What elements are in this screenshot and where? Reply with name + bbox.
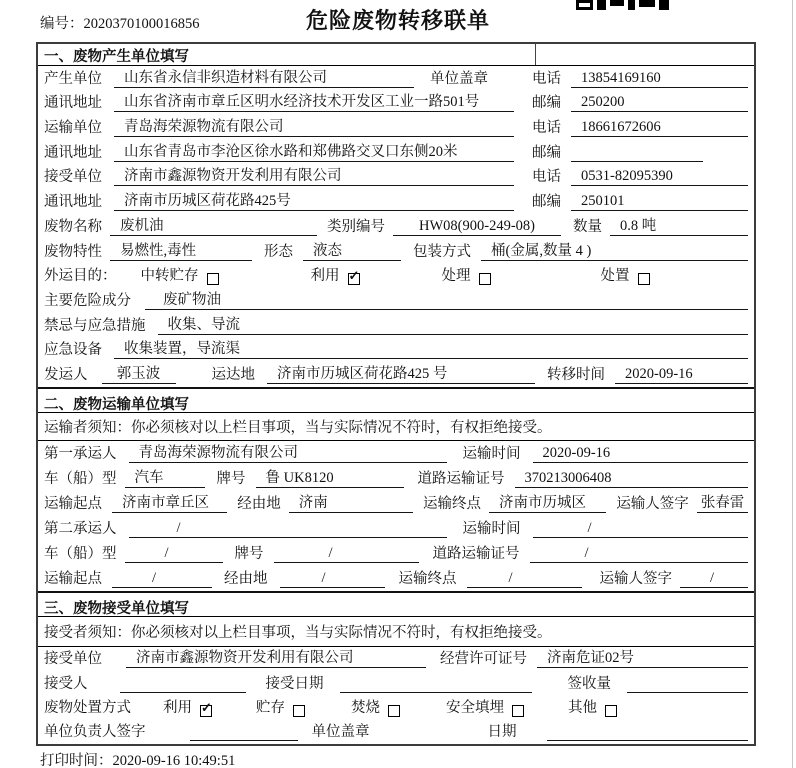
purpose-option-use	[311, 264, 360, 285]
field-row-producer-address	[38, 91, 754, 116]
transporter-label: 运输单位	[44, 120, 102, 137]
plate2-value: /	[274, 545, 419, 563]
vehicle-type-label: 车（船）型	[44, 470, 117, 487]
serial-value: 2020370100016856	[83, 16, 200, 32]
zip-label: 邮编	[532, 194, 561, 211]
field-row-carrier2	[38, 516, 754, 541]
receiver-notice: 接受者须知：你必须核对以上栏目事项，当与实际情况不符时，有权拒绝接受。	[38, 617, 754, 647]
field-row-acceptor	[38, 671, 754, 695]
print-time-label: 打印时间：	[40, 753, 113, 768]
accept-date-value	[340, 692, 532, 693]
end-label: 运输终点	[398, 570, 457, 587]
plate-label: 牌号	[234, 545, 264, 562]
category-code-value: HW08(900-249-08)	[393, 218, 561, 236]
transfer-time-value: 2020-09-16	[615, 366, 748, 384]
transport-time2-value: /	[533, 520, 749, 538]
checkbox-disposal-incinerate[interactable]	[388, 705, 400, 717]
taboo-label: 禁忌与应急措施	[44, 317, 146, 334]
purpose-option-treat	[442, 264, 491, 285]
end2-value: /	[467, 570, 582, 588]
transfer-form-table	[36, 42, 756, 746]
transporter-notice: 运输者须知：你必须核对以上栏目事项，当与实际情况不符时，有权拒绝接受。	[38, 413, 754, 441]
option-label: 处理	[441, 268, 471, 285]
qr-module	[576, 0, 593, 10]
qr-module	[628, 0, 635, 10]
phone-label: 电话	[532, 70, 561, 87]
field-row-hazard-component	[38, 288, 754, 313]
option-label: 中转贮存	[140, 268, 199, 285]
accept-date-label: 接受日期	[265, 675, 324, 692]
purpose-label: 外运目的：	[44, 268, 117, 285]
taboo-value: 收集、导流	[158, 313, 749, 335]
field-row-waste-traits	[38, 239, 754, 264]
serial-label: 编号：	[40, 16, 84, 32]
destination-label: 运达地	[211, 366, 255, 383]
print-time-value: 2020-09-16 10:49:51	[112, 753, 236, 768]
packaging-value: 桶(金属,数量 4 )	[481, 239, 748, 261]
zip-label: 邮编	[532, 144, 561, 161]
qr-code-fragment	[576, 0, 673, 10]
via-value: 济南	[289, 491, 413, 513]
checkbox-disposal-use[interactable]	[200, 699, 212, 717]
transporter-sign-label: 运输人签字	[616, 495, 689, 512]
qr-module	[610, 0, 624, 6]
checkmark: ✓	[348, 268, 360, 284]
category-code-label: 类别编号	[327, 218, 385, 235]
form-value: 液态	[303, 239, 401, 261]
checkbox-dispose[interactable]	[638, 273, 650, 285]
end-value: 济南市历城区	[489, 491, 606, 513]
dispatcher-value: 郭玉波	[102, 362, 176, 384]
qr-module	[659, 0, 669, 10]
producer-phone-value: 13854169160	[571, 70, 748, 88]
origin-value: 济南市章丘区	[112, 491, 227, 513]
unit-seal-label: 单位盖章	[430, 70, 488, 87]
receipt-amount-value	[627, 692, 748, 693]
via-label: 经由地	[237, 495, 281, 512]
permit-label: 经营许可证号	[440, 651, 527, 668]
field-row-vehicle2	[38, 541, 754, 566]
accept-unit-label: 接受单位	[44, 651, 102, 668]
transporter-phone-value: 18661672606	[571, 119, 748, 137]
section-1-title	[38, 44, 754, 66]
option-label: 安全填埋	[446, 699, 504, 716]
purpose-option-dispose	[601, 264, 650, 285]
acceptor-label: 接受人	[44, 675, 88, 692]
disposal-option-other	[568, 696, 617, 717]
qr-module	[597, 0, 606, 10]
receiver-address-value: 济南市历城区荷花路425号	[114, 189, 514, 211]
equipment-label: 应急设备	[44, 342, 102, 359]
qr-module	[639, 0, 655, 7]
carrier2-label: 第二承运人	[44, 520, 117, 537]
transporter-zip-value	[571, 161, 703, 162]
plate-value: 鲁 UK8120	[256, 466, 404, 488]
zip-label: 邮编	[532, 95, 561, 112]
transport-time-label: 运输时间	[462, 445, 521, 462]
producer-value: 山东省永信非织造材料有限公司	[114, 66, 414, 88]
address-label: 通讯地址	[44, 144, 102, 161]
checkbox-disposal-landfill[interactable]	[512, 705, 524, 717]
receiver-value: 济南市鑫源物资开发利用有限公司	[114, 164, 514, 186]
road-license-label: 道路运输证号	[432, 545, 520, 562]
transporter-value: 青岛海荣源物流有限公司	[114, 115, 514, 137]
date-value	[547, 740, 749, 741]
address-label: 通讯地址	[44, 95, 102, 112]
waste-name-value: 废机油	[110, 214, 317, 236]
plate-label: 牌号	[216, 470, 246, 487]
field-row-route1	[38, 491, 754, 516]
transporter-address-value: 山东省青岛市李沧区徐水路和郑佛路交叉口东侧20米	[114, 140, 514, 162]
page-title: 危险废物转移联单	[305, 8, 490, 33]
checkbox-use[interactable]	[348, 268, 360, 285]
receiver-phone-value: 0531-82095390	[571, 168, 748, 186]
field-row-dispatcher	[38, 362, 754, 387]
field-row-accept-unit	[38, 647, 754, 671]
date-label: 日期	[487, 724, 517, 741]
section-3-title	[38, 591, 754, 617]
checkbox-disposal-storage[interactable]	[293, 705, 305, 717]
field-row-route2	[38, 566, 754, 591]
disposal-option-landfill	[446, 696, 524, 717]
phone-label: 电话	[532, 169, 561, 186]
address-label: 通讯地址	[44, 194, 102, 211]
field-row-receiver-address	[38, 189, 754, 214]
carrier1-label: 第一承运人	[44, 445, 117, 462]
destination-value: 济南市历城区荷花路425 号	[267, 362, 535, 384]
section-3-title-text: 三、废物接受单位填写	[44, 600, 189, 617]
vehicle-type-value: 汽车	[125, 466, 205, 488]
unit-seal-label: 单位盖章	[311, 724, 370, 741]
producer-label: 产生单位	[44, 70, 102, 87]
field-row-transporter-address	[38, 140, 754, 165]
option-label: 利用	[310, 268, 340, 285]
vehicle-type2-value: /	[125, 545, 223, 563]
section-2-title-text: 二、废物运输单位填写	[44, 396, 189, 413]
checkbox-disposal-other[interactable]	[605, 705, 617, 717]
transporter-sign2-value: /	[680, 570, 748, 588]
receiver-label: 接受单位	[44, 169, 102, 186]
column-divider	[535, 44, 536, 65]
producer-zip-value: 250200	[571, 94, 748, 112]
waste-name-label: 废物名称	[44, 218, 102, 235]
transport-time-value: 2020-09-16	[533, 445, 749, 463]
phone-label: 电话	[532, 120, 561, 137]
origin-label: 运输起点	[44, 495, 102, 512]
producer-address-value: 山东省济南市章丘区明水经济技术开发区工业一路501号	[114, 90, 514, 112]
traits-value: 易燃性,毒性	[110, 239, 252, 261]
disposal-option-use	[163, 696, 212, 717]
option-label: 利用	[163, 699, 192, 716]
carrier1-value: 青岛海荣源物流有限公司	[129, 441, 447, 463]
traits-label: 废物特性	[44, 243, 102, 260]
field-row-purpose	[38, 264, 754, 289]
quantity-value: 0.8 吨	[610, 214, 748, 236]
option-label: 处置	[600, 268, 630, 285]
section-1-title-text: 一、废物产生单位填写	[44, 49, 189, 65]
disposal-option-storage	[256, 696, 305, 717]
transport-time-label: 运输时间	[462, 520, 521, 537]
field-row-waste-name	[38, 214, 754, 239]
vehicle-type-label: 车（船）型	[44, 545, 117, 562]
field-row-vehicle1	[38, 466, 754, 491]
via-label: 经由地	[224, 570, 268, 587]
acceptor-value	[120, 692, 246, 693]
field-row-carrier1	[38, 441, 754, 466]
field-row-emergency-equipment	[38, 338, 754, 363]
receipt-amount-label: 签收量	[567, 675, 611, 692]
field-row-producer	[38, 66, 754, 91]
checkbox-treat[interactable]	[479, 273, 491, 285]
field-row-taboo-measures	[38, 313, 754, 338]
option-label: 其他	[568, 699, 597, 716]
quantity-label: 数量	[573, 218, 602, 235]
transfer-time-label: 转移时间	[547, 366, 605, 383]
transporter-sign-label: 运输人签字	[599, 570, 672, 587]
option-label: 贮存	[256, 699, 285, 716]
responsible-sign-label: 单位负责人签字	[44, 724, 146, 741]
field-row-transporter	[38, 115, 754, 140]
transporter-sign-value: 张春雷	[697, 491, 748, 513]
purpose-option-transfer-storage	[141, 264, 219, 285]
section-2-title	[38, 387, 754, 413]
form-label: 形态	[264, 243, 293, 260]
responsible-sign-value	[190, 740, 298, 741]
disposal-option-incinerate	[351, 696, 400, 717]
end-label: 运输终点	[423, 495, 482, 512]
dispatcher-label: 发运人	[44, 366, 88, 383]
carrier2-value: /	[129, 520, 447, 538]
checkbox-transfer-storage[interactable]	[207, 273, 219, 285]
receiver-zip-value: 250101	[571, 193, 748, 211]
permit-value: 济南危证02号	[537, 646, 748, 668]
road-license-label: 道路运输证号	[417, 470, 505, 487]
origin-label: 运输起点	[44, 570, 102, 587]
field-row-disposal-method	[38, 696, 754, 720]
road-license-value: 370213006408	[515, 470, 749, 488]
via2-value: /	[280, 570, 385, 588]
disposal-method-label: 废物处置方式	[44, 699, 131, 716]
road-license2-value: /	[530, 545, 749, 563]
hazard-label: 主要危险成分	[44, 292, 131, 309]
print-time-line	[40, 749, 235, 768]
origin2-value: /	[112, 570, 212, 588]
hazard-value: 废矿物油	[145, 288, 748, 310]
packaging-label: 包装方式	[413, 243, 471, 260]
field-row-responsible-sign	[38, 720, 754, 744]
equipment-value: 收集装置，导流渠	[114, 337, 748, 359]
checkmark: ✓	[201, 699, 212, 715]
option-label: 焚烧	[351, 699, 380, 716]
accept-unit-value: 济南市鑫源物资开发利用有限公司	[126, 646, 426, 668]
scan-edge-artifact	[792, 0, 793, 768]
field-row-receiver	[38, 165, 754, 190]
